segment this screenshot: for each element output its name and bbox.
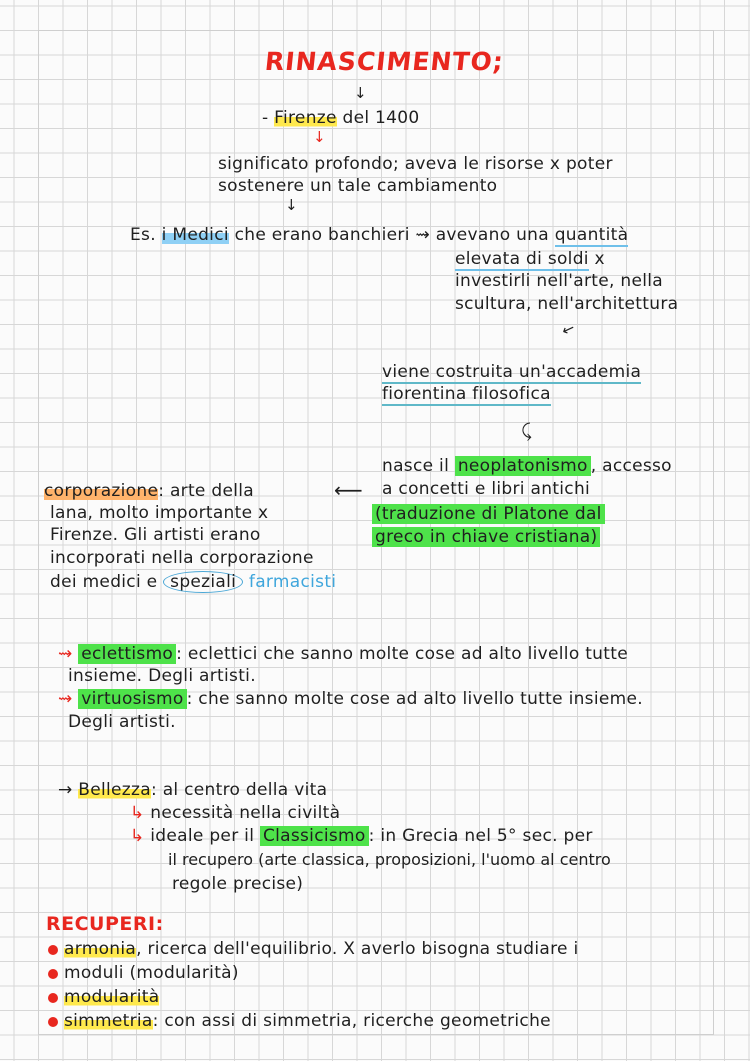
medici-money: elevata di soldi xyxy=(455,249,589,269)
curly-down-arrow-icon: ⤹ xyxy=(521,421,532,442)
translation-text-1: (traduzione di Platone dal xyxy=(372,504,605,524)
farmacisti-note: farmacisti xyxy=(248,572,337,592)
corporation-term: corporazione xyxy=(44,481,159,501)
academy-line-1 xyxy=(382,362,641,382)
eclecticism-term: eclettismo xyxy=(78,644,176,664)
medici-arrow-icon: ⇝ xyxy=(415,225,430,245)
virtuosity-line xyxy=(58,689,643,709)
recuperi-item-1 xyxy=(64,939,578,959)
medici-line-4: scultura, nell'architettura xyxy=(455,294,679,314)
eclecticism-tail: : eclettici che sanno molte cose ad alto livello tutte xyxy=(176,644,628,664)
recuperi-item-1-tail: , ricerca dell'equilibrio. X averlo bisogna studiare i xyxy=(136,939,579,959)
beauty-sub-2-pre: ideale per il xyxy=(150,826,255,846)
florence-line xyxy=(262,108,420,128)
virtuosity-arrow-icon: ⇝ xyxy=(58,689,73,709)
virtuosity-tail: : che sanno molte cose ad alto livello tutte insieme. xyxy=(186,689,643,709)
translation-line-1 xyxy=(372,504,605,524)
beauty-line-4: regole precise) xyxy=(172,874,304,894)
eclecticism-line-2: insieme. Degli artisti. xyxy=(68,666,256,686)
neoplatonism-born: nasce il xyxy=(382,456,450,476)
down-arrow-icon: ↓ xyxy=(354,84,367,102)
medici-line-2-tail: x xyxy=(594,249,605,269)
corporation-line-5 xyxy=(50,572,336,592)
significance-line-1: significato profondo; aveva le risorse x poter xyxy=(218,154,613,174)
medici-rest: che erano banchieri xyxy=(234,225,410,245)
down-arrow-red-icon: ↓ xyxy=(313,128,326,146)
beauty-sub-2-tail: : in Grecia nel 5° sec. per xyxy=(368,826,593,846)
down-arrow-icon-2: ↓ xyxy=(285,196,298,214)
recuperi-item-2-tail: moduli (modularità) xyxy=(64,963,239,983)
academy-text-1: viene costruita un'accademia xyxy=(382,362,642,382)
sub-arrow-icon-2: ↳ xyxy=(130,826,145,846)
beauty-sub-1 xyxy=(130,803,340,823)
page-title: RINASCIMENTO; xyxy=(263,47,506,76)
classicism-term: Classicismo xyxy=(260,826,369,846)
corporation-tail: : arte della xyxy=(158,481,254,501)
significance-line-2: sostenere un tale cambiamento xyxy=(218,176,498,196)
eclecticism-arrow-icon: ⇝ xyxy=(58,644,73,664)
recuperi-item-4 xyxy=(64,1011,551,1031)
florence-prefix: - xyxy=(262,108,269,128)
recuperi-title: RECUPERI: xyxy=(46,913,164,935)
medici-quantity: quantità xyxy=(554,225,629,245)
beauty-term: Bellezza xyxy=(78,780,151,800)
bullet-4 xyxy=(48,1017,58,1027)
left-arrow-icon: ⟵ xyxy=(334,478,363,502)
corporation-line-5-pre: dei medici e xyxy=(50,572,158,592)
recuperi-item-4-tail: : con assi di simmetria, ricerche geometriche xyxy=(152,1011,551,1031)
translation-text-2: greco in chiave cristiana) xyxy=(372,527,600,547)
beauty-line-3: il recupero (arte classica, proposizioni, l'uomo al centro xyxy=(168,850,611,869)
beauty-sub-1-text: necessità nella civiltà xyxy=(150,803,341,823)
florence-rest: del 1400 xyxy=(342,108,420,128)
recuperi-item-4-term: simmetria xyxy=(64,1011,153,1031)
medici-line-2 xyxy=(455,249,605,269)
beauty-tail: : al centro della vita xyxy=(150,780,328,800)
academy-line-2 xyxy=(382,384,551,404)
medici-line xyxy=(130,225,628,245)
beauty-arrow-icon: → xyxy=(58,780,73,800)
down-left-arrow-icon: ↙ xyxy=(559,318,578,340)
corporation-line xyxy=(44,481,254,501)
speziali-circled: speziali xyxy=(163,571,243,593)
neoplatonism-line-2: a concetti e libri antichi xyxy=(382,479,591,499)
virtuosity-term: virtuosismo xyxy=(78,689,186,709)
virtuosity-line-2: Degli artisti. xyxy=(68,712,176,732)
neoplatonism-term: neoplatonismo xyxy=(455,456,591,476)
beauty-sub-2 xyxy=(130,826,593,846)
neoplatonism-line xyxy=(382,456,672,476)
eclecticism-line xyxy=(58,644,628,664)
medici-es: Es. xyxy=(130,225,156,245)
bullet-3 xyxy=(48,993,58,1003)
medici-line-3: investirli nell'arte, nella xyxy=(455,271,663,291)
recuperi-item-2 xyxy=(64,963,239,983)
corporation-line-2: lana, molto importante x xyxy=(50,503,269,523)
corporation-line-3: Firenze. Gli artisti erano xyxy=(50,525,261,545)
sub-arrow-icon-1: ↳ xyxy=(130,803,145,823)
medici-had: avevano una xyxy=(435,225,549,245)
translation-line-2 xyxy=(372,527,600,547)
bullet-1 xyxy=(48,945,58,955)
academy-text-2: fiorentina filosofica xyxy=(382,384,551,404)
corporation-line-4: incorporati nella corporazione xyxy=(50,548,314,568)
bullet-2 xyxy=(48,969,58,979)
recuperi-item-1-term: armonia xyxy=(64,939,137,959)
florence-place: Firenze xyxy=(274,108,337,128)
recuperi-item-3-term: modularità xyxy=(64,987,160,1007)
neoplatonism-tail: , accesso xyxy=(590,456,672,476)
medici-name: i Medici xyxy=(161,225,229,245)
beauty-line xyxy=(58,780,327,800)
recuperi-item-3 xyxy=(64,987,159,1007)
